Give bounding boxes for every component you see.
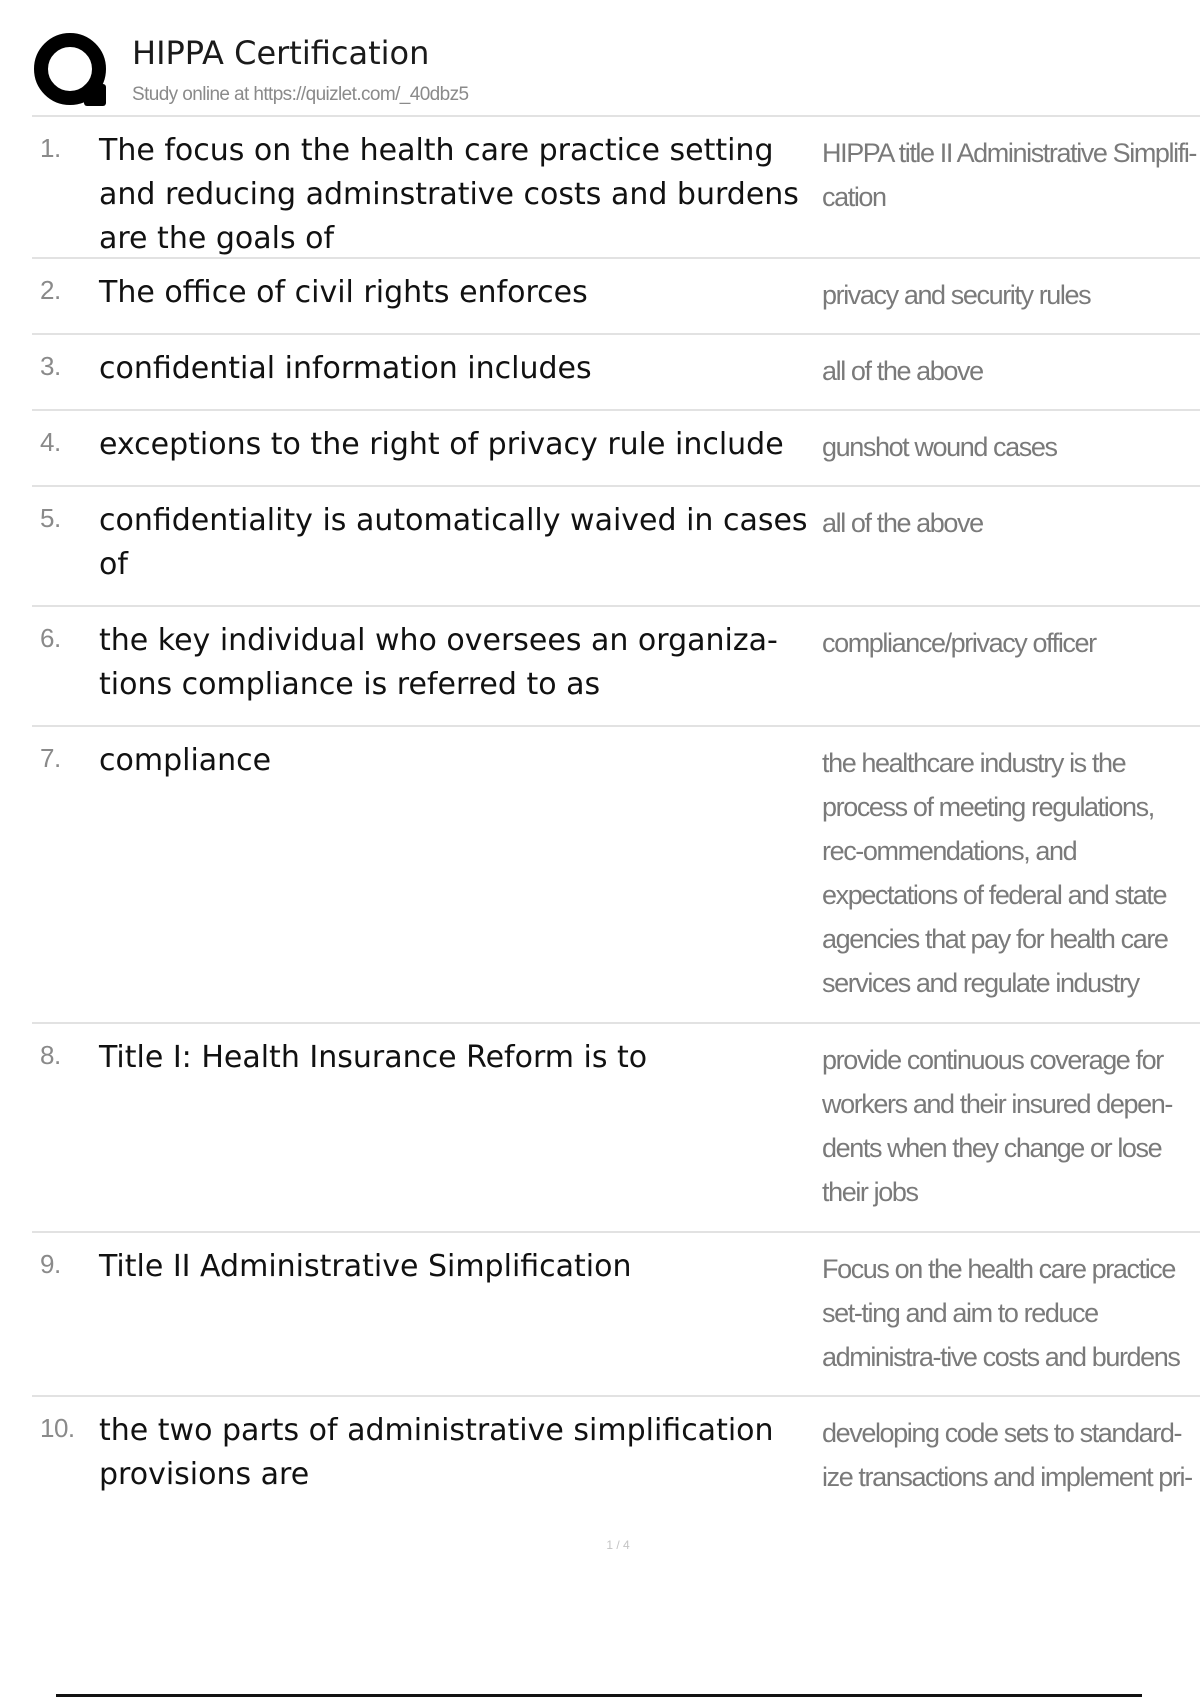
card-number: 1. — [40, 133, 61, 163]
card-term: The focus on the health care practice setting and reducing adminstrative costs and burdens are the goals of — [99, 133, 799, 256]
card-definition: the healthcare industry is the process of meeting regulations, rec-ommendations, and expectations of federal and state agencies that pay for health care services and regulate industry — [822, 748, 1168, 998]
card-term: the key individual who oversees an organiza-tions compliance is referred to as — [99, 623, 778, 702]
study-online-link[interactable]: Study online at https://quizlet.com/_40dbz5 — [132, 84, 469, 105]
flashcard-row — [32, 487, 1200, 607]
card-number: 7. — [40, 743, 61, 773]
quizlet-logo-icon — [32, 32, 112, 112]
card-definition: all of the above — [822, 508, 983, 538]
card-number: 6. — [40, 623, 61, 653]
card-definition: gunshot wound cases — [822, 432, 1057, 462]
card-number: 4. — [40, 427, 61, 457]
flashcard-row — [32, 259, 1200, 335]
card-number: 10. — [40, 1413, 75, 1443]
card-term: Title II Administrative Simplification — [99, 1249, 632, 1284]
card-term: The office of civil rights enforces — [99, 275, 588, 310]
flashcard-row — [32, 335, 1200, 411]
flashcard-row — [32, 1397, 1200, 1507]
flashcard-row — [32, 411, 1200, 487]
card-term: compliance — [99, 743, 272, 778]
flashcard-row — [32, 117, 1200, 259]
card-term: confidentiality is automatically waived in cases of — [99, 503, 808, 582]
flashcard-row — [32, 1024, 1200, 1233]
card-number: 9. — [40, 1249, 61, 1279]
card-definition: privacy and security rules — [822, 280, 1091, 310]
card-number: 2. — [40, 275, 61, 305]
page-number: 1 / 4 — [606, 1538, 630, 1552]
flashcard-list — [32, 117, 1200, 1507]
card-term: the two parts of administrative simplification provisions are — [99, 1413, 774, 1492]
card-definition: Focus on the health care practice set-ting and aim to reduce administra-tive costs and burdens — [822, 1254, 1180, 1372]
card-term: confidential information includes — [99, 351, 592, 386]
document-header — [32, 28, 1200, 116]
flashcard-row — [32, 727, 1200, 1024]
card-definition: compliance/privacy officer — [822, 628, 1096, 658]
page-bottom-rule — [56, 1694, 1142, 1697]
flashcard-row — [32, 607, 1200, 727]
card-number: 5. — [40, 503, 61, 533]
card-term: exceptions to the right of privacy rule include — [99, 427, 784, 462]
card-term: Title I: Health Insurance Reform is to — [99, 1040, 648, 1075]
flashcard-row — [32, 1233, 1200, 1397]
card-definition: HIPPA title II Administrative Simplifi-cation — [822, 138, 1197, 212]
card-definition: all of the above — [822, 356, 983, 386]
card-number: 8. — [40, 1040, 61, 1070]
card-definition: developing code sets to standard-ize transactions and implement pri- — [822, 1418, 1192, 1492]
card-definition: provide continuous coverage for workers and their insured depen-dents when they change or lose their jobs — [822, 1045, 1172, 1207]
document-title: HIPPA Certification — [132, 34, 430, 72]
card-number: 3. — [40, 351, 61, 381]
